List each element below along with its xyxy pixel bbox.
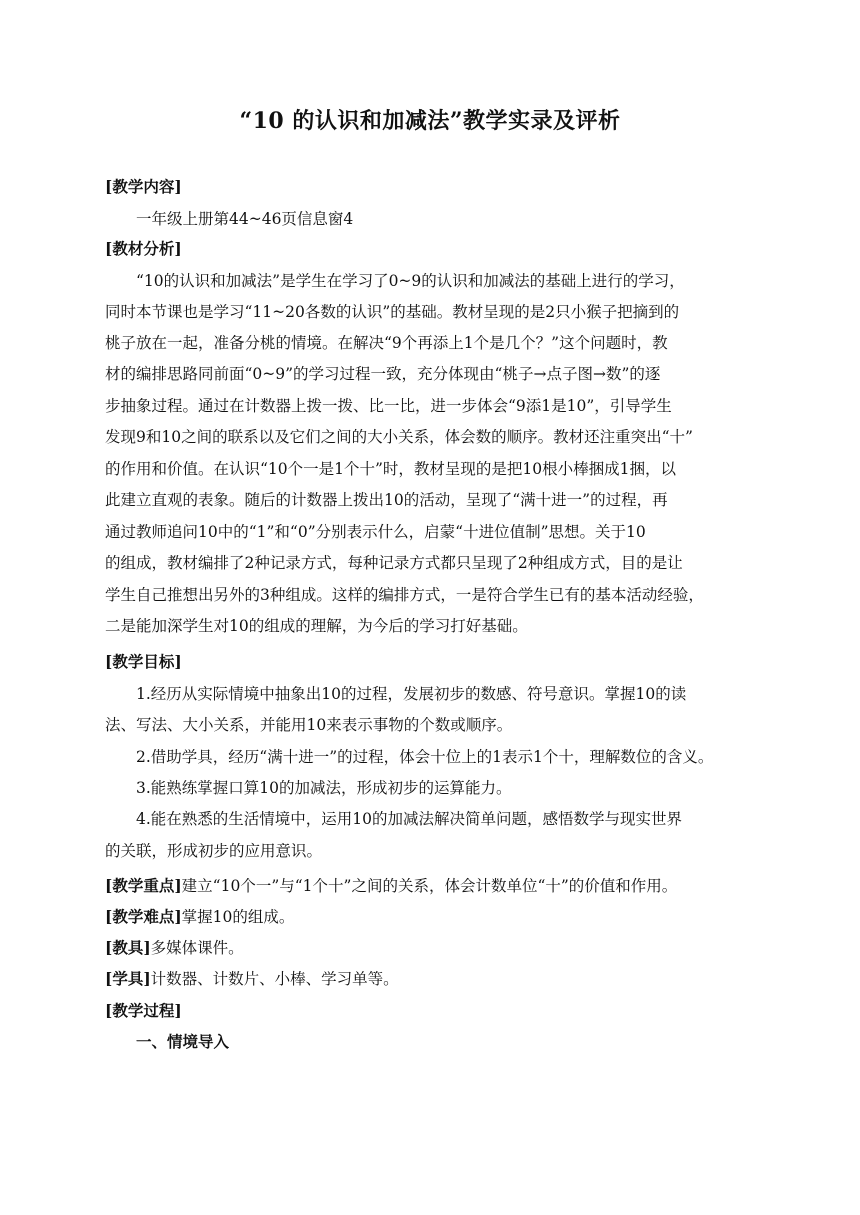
goal-line: 1.经历从实际情境中抽象出10的过程，发展初步的数感、符号意识。掌握10的读	[136, 685, 687, 703]
difficulty-row	[105, 907, 294, 927]
key-point-text: 建立“10个一”与“1个十”之间的关系，体会计数单位“十”的价值和作用。	[181, 877, 678, 895]
key-point-row	[105, 876, 677, 896]
analysis-line: 的作用和价值。在认识“10个一是1个十”时，教材呈现的是把10根小棒捆成1捆，以	[105, 460, 677, 478]
analysis-line: 二是能加深学生对10的组成的理解，为今后的学习打好基础。	[105, 617, 528, 635]
analysis-line: 材的编排思路同前面“0~9”的学习过程一致，充分体现由“桃子→点子图→数”的逐	[105, 365, 661, 383]
analysis-line: 同时本节课也是学习“11~20各数的认识”的基础。教材呈现的是2只小猴子把摘到的	[105, 303, 680, 321]
goal-line: 的关联，形成初步的应用意识。	[105, 842, 323, 860]
document-title: “10 的认识和加减法”教学实录及评析	[239, 108, 621, 134]
teaching-content-text: 一年级上册第44~46页信息窗4	[136, 210, 354, 228]
heading-material-analysis: [教材分析]	[105, 239, 182, 258]
analysis-line: 步抽象过程。通过在计数器上拨一拨、比一比，进一步体会“9添1是10”，引导学生	[105, 397, 672, 415]
heading-teaching-tools: [教具]	[105, 938, 151, 957]
heading-key-point: [教学重点]	[105, 876, 182, 895]
student-tools-text: 计数器、计数片、小棒、学习单等。	[150, 970, 399, 988]
difficulty-text: 掌握10的组成。	[181, 908, 295, 926]
goal-line: 2.借助学具，经历“满十进一”的过程，体会十位上的1表示1个十，理解数位的含义。	[136, 748, 714, 766]
goal-line: 4.能在熟悉的生活情境中，运用10的加减法解决简单问题，感悟数学与现实世界	[136, 810, 683, 828]
analysis-line: 发现9和10之间的联系以及它们之间的大小关系，体会数的顺序。教材还注重突出“十”	[105, 428, 693, 446]
subheading-situation-intro: 一、情境导入	[136, 1032, 230, 1051]
goal-line: 3.能熟练掌握口算10的加减法，形成初步的运算能力。	[136, 779, 512, 797]
analysis-line: 学生自己推想出另外的3种组成。这样的编排方式，一是符合学生已有的基本活动经验，	[105, 586, 704, 604]
teaching-tools-text: 多媒体课件。	[150, 939, 244, 957]
analysis-line: 的组成，教材编排了2种记录方式，每种记录方式都只呈现了2种组成方式，目的是让	[105, 554, 683, 572]
heading-teaching-goals: [教学目标]	[105, 652, 182, 671]
analysis-line: 桃子放在一起，准备分桃的情境。在解决“9个再添上1个是几个？”这个问题时，教	[105, 334, 668, 352]
analysis-line: 通过教师追问10中的“1”和“0”分别表示什么，启蒙“十进位值制”思想。关于10	[105, 523, 646, 541]
student-tools-row	[105, 969, 399, 989]
heading-difficulty: [教学难点]	[105, 907, 182, 926]
heading-teaching-content: [教学内容]	[105, 177, 182, 196]
teaching-tools-row	[105, 938, 244, 958]
analysis-line: “10的认识和加减法”是学生在学习了0~9的认识和加减法的基础上进行的学习，	[136, 272, 685, 290]
heading-teaching-process: [教学过程]	[105, 1001, 182, 1020]
analysis-line: 此建立直观的表象。随后的计数器上拨出10的活动，呈现了“满十进一”的过程，再	[105, 491, 668, 509]
goal-line: 法、写法、大小关系，并能用10来表示事物的个数或顺序。	[105, 716, 513, 734]
heading-student-tools: [学具]	[105, 969, 151, 988]
